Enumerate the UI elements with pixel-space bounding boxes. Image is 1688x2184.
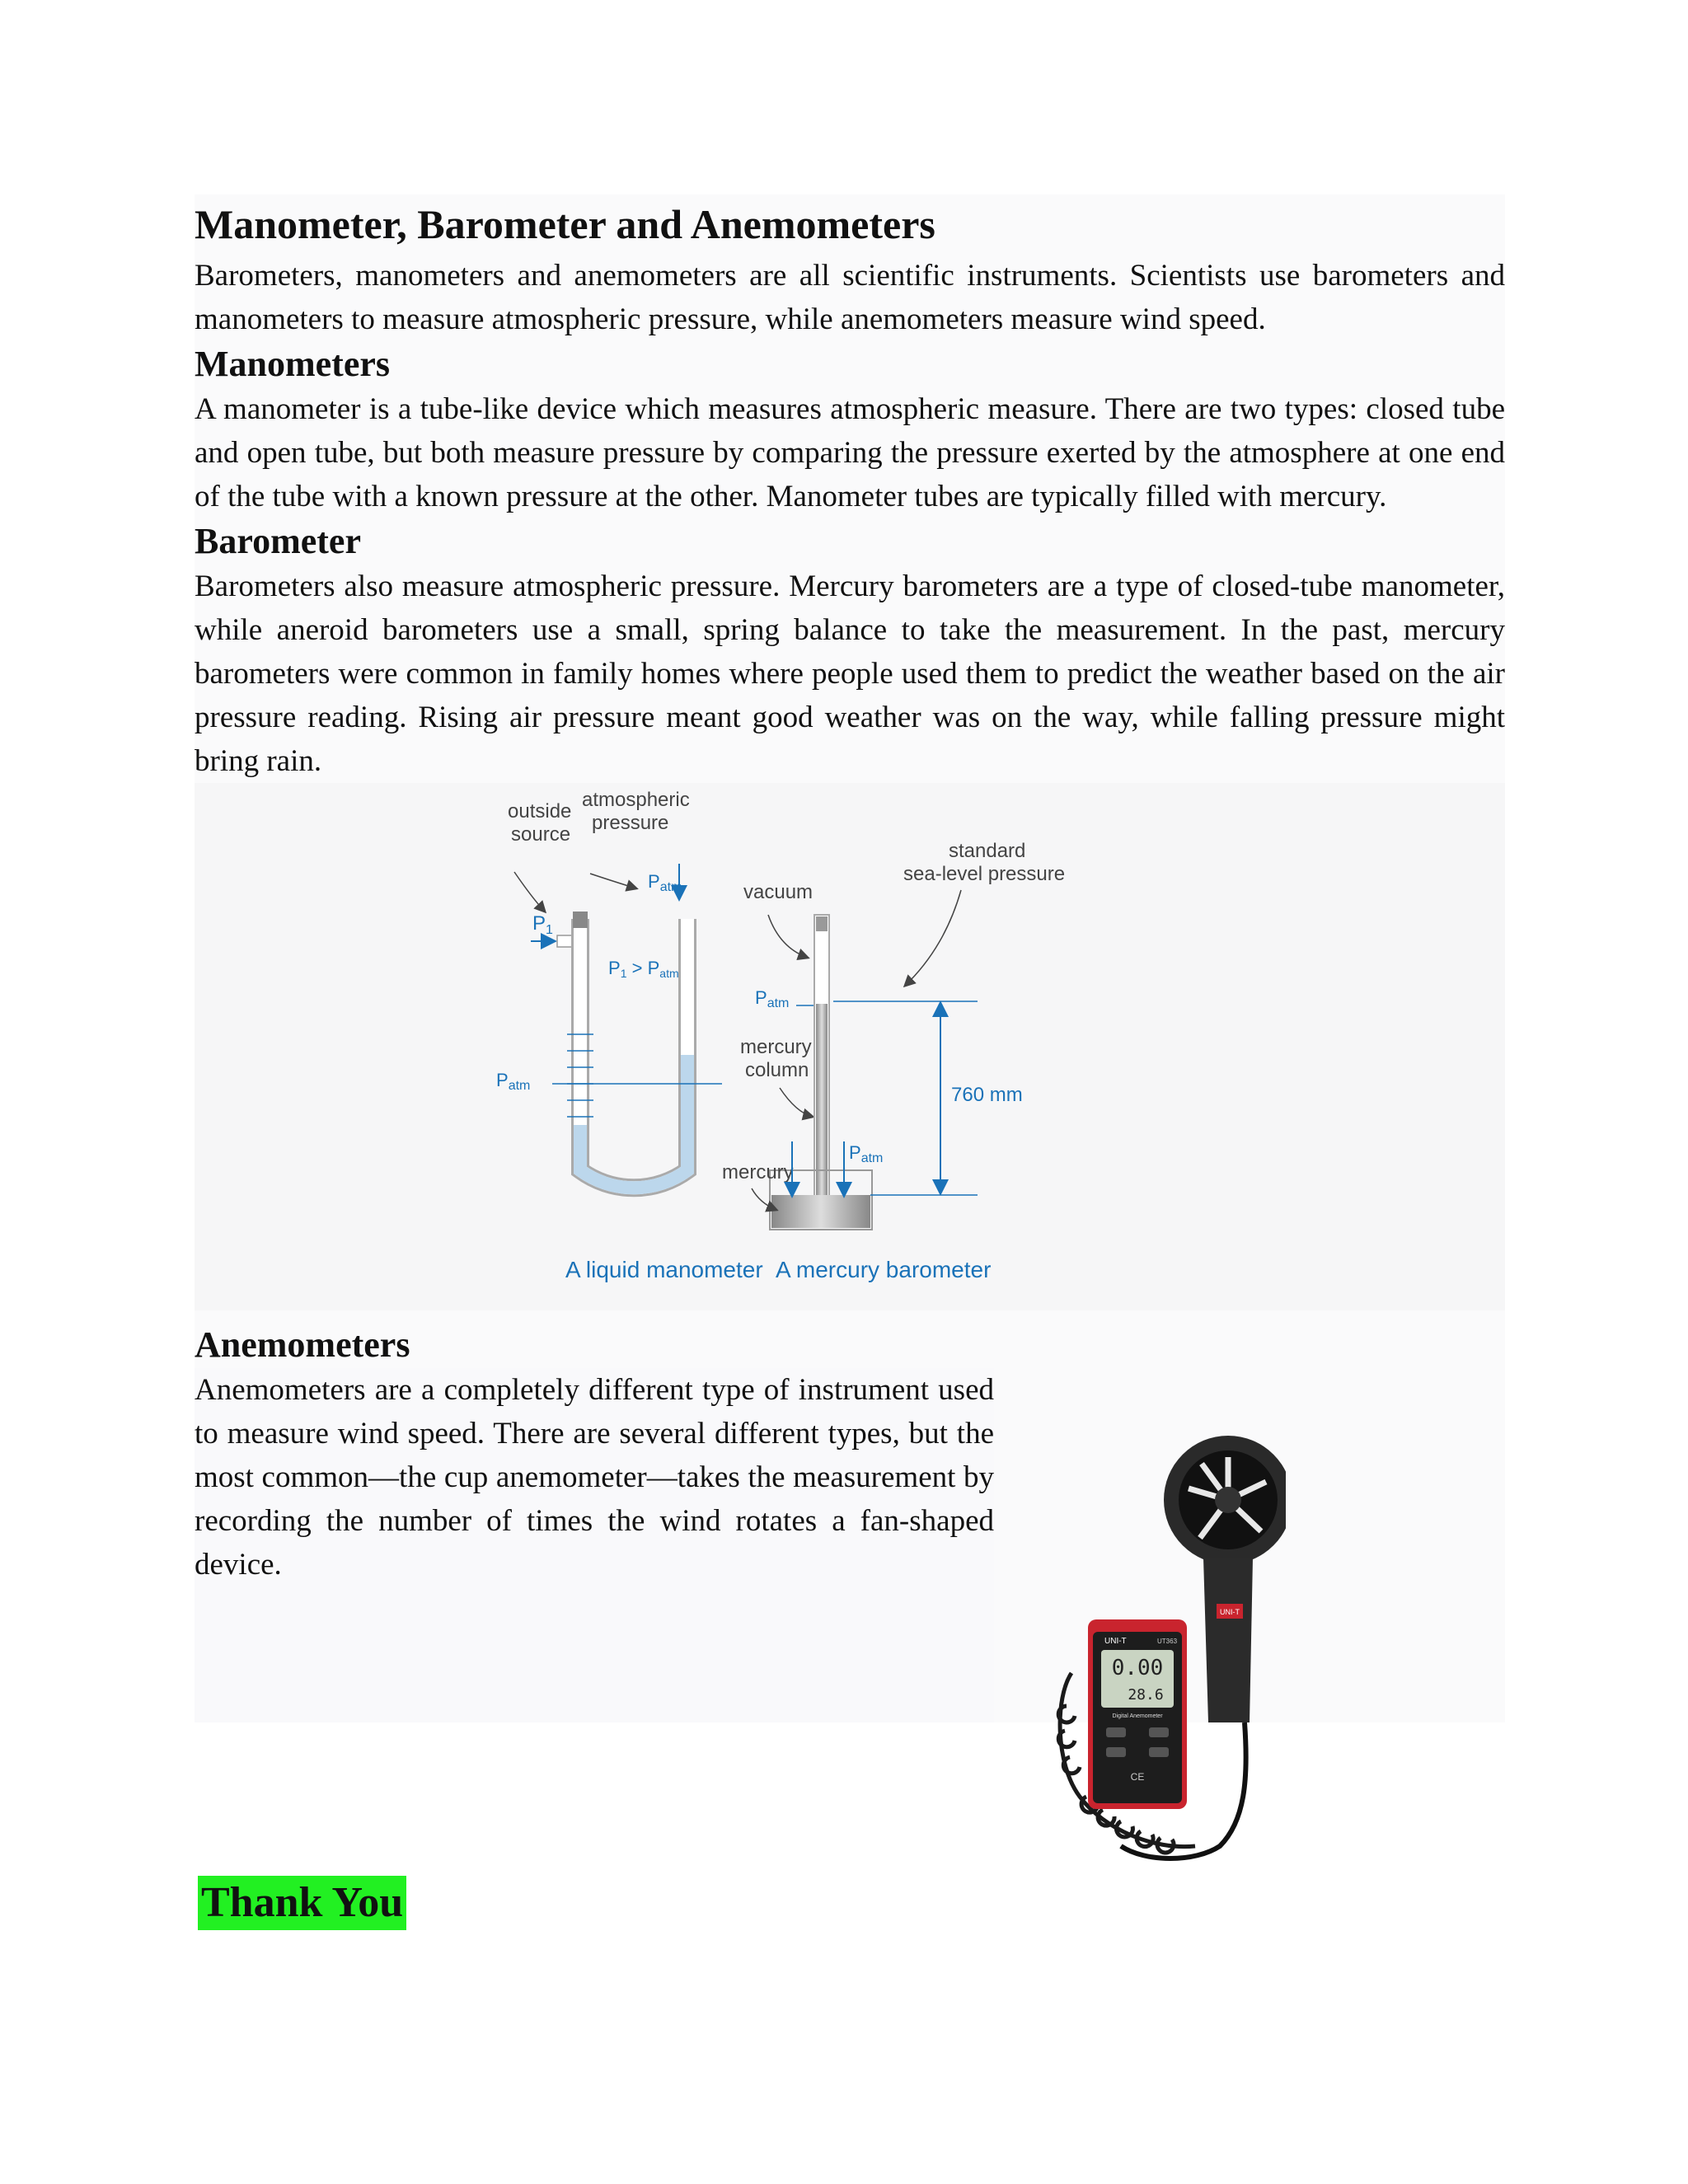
- mercury-barometer: [722, 840, 1065, 1282]
- meter-button-max: [1149, 1747, 1169, 1757]
- label-p1: $P_1$: [532, 912, 553, 937]
- meter-button-hold: [1106, 1747, 1126, 1757]
- intro-paragraph: Barometers, manometers and anemometers are all scientific instruments. Scientists use barometers and manometers to measure atmospheric pressure, while anemometers measure wind speed.: [195, 259, 1505, 336]
- manometers-heading: Manometers: [195, 344, 391, 384]
- label-760mm: 760 mm: [951, 1084, 1023, 1106]
- anemometers-text-block: [195, 1368, 994, 1722]
- meter-reading-bottom: 28.6: [1128, 1686, 1164, 1704]
- barometer-paragraph: Barometers also measure atmospheric pressure. Mercury barometers are a type of closed-tube manometer, while aneroid barometers use a small, spring balance to take the measurement. In the past, mercury barometers were common in family homes where people used them to predict the weather based on the air pressure reading. Rising air pressure meant good weather was on the way, while falling pressure might bring rain.: [195, 569, 1505, 778]
- probe-brand: UNI-T: [1220, 1608, 1240, 1616]
- label-mercury-column-2: column: [745, 1059, 809, 1081]
- label-sea-level: sea-level pressure: [903, 863, 1066, 885]
- manometers-paragraph: A manometer is a tube-like device which measures atmospheric measure. There are two types: closed tube and open tube, but both measure pressure by comparing the pressure exerted by the atmosphere at one end of the tube with a known pressure at the other. Manometer tubes are typically filled with mercury.: [195, 392, 1505, 513]
- meter-button-power: [1106, 1727, 1126, 1737]
- meter-button-mode: [1149, 1727, 1169, 1737]
- label-patm-top: Patm: [648, 871, 682, 894]
- meter-reading-top: 0.00: [1111, 1656, 1164, 1680]
- pressure-diagram: [483, 783, 1225, 1310]
- label-atmospheric: atmospheric: [582, 789, 690, 811]
- meter-panel-label: Digital Anemometer: [1112, 1713, 1163, 1719]
- manometer-barometer-figure: [195, 783, 1505, 1310]
- label-mercury-column-1: mercury: [740, 1036, 812, 1058]
- anemometers-paragraph: Anemometers are a completely different type of instrument used to measure wind speed. There are several different types, but the most common—the cup anemometer—takes the measurement by recording the number of times the wind rotates a fan-shaped device.: [195, 1373, 994, 1582]
- label-vacuum: vacuum: [743, 881, 814, 903]
- label-source: source: [511, 823, 571, 846]
- caption-liquid-manometer: A liquid manometer: [565, 1257, 763, 1282]
- label-pressure: pressure: [592, 812, 669, 834]
- meter-ce-mark: CE: [1130, 1771, 1145, 1783]
- liquid-manometer: [496, 789, 763, 1282]
- document-body: [195, 194, 1505, 1722]
- label-patm-bar: Patm: [755, 987, 790, 1010]
- label-standard: standard: [949, 840, 1026, 862]
- label-patm-left: Patm: [496, 1070, 531, 1093]
- label-mercury: mercury: [722, 1161, 794, 1183]
- label-outside: outside: [508, 800, 572, 823]
- meter-model: UT363: [1157, 1638, 1178, 1645]
- barometer-heading: Barometer: [195, 521, 361, 561]
- label-patm-dish: Patm: [849, 1142, 884, 1165]
- page-title: Manometer, Barometer and Anemometers: [195, 201, 935, 247]
- anemometer-device-image: [1055, 1434, 1286, 1879]
- meter-brand: UNI-T: [1104, 1637, 1127, 1646]
- anemometers-heading: Anemometers: [195, 1324, 410, 1365]
- thank-you-text: Thank You: [198, 1876, 406, 1930]
- caption-mercury-barometer: A mercury barometer: [776, 1257, 992, 1282]
- label-p1-gt-patm: P1 > Patm: [608, 958, 679, 980]
